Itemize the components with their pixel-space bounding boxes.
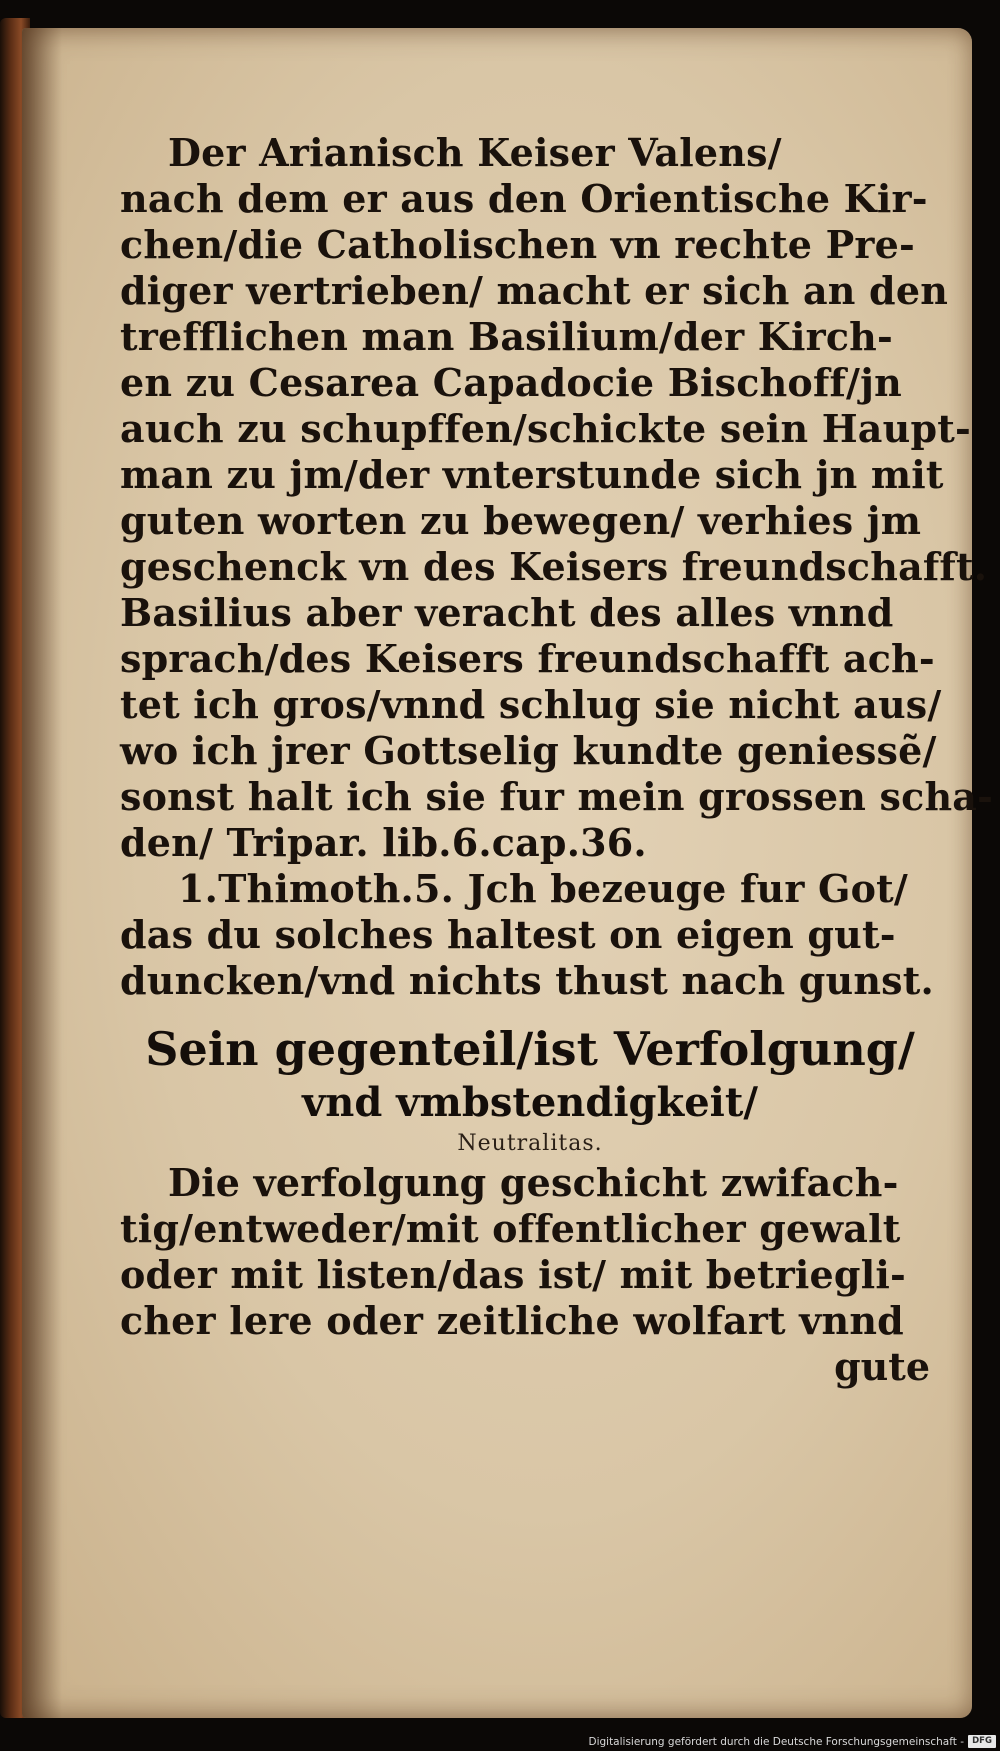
latin-label: Neutralitas. [457,1131,603,1156]
text-line: tig/entweder/mit offentlicher gewalt [120,1206,901,1251]
text-line: en zu Cesarea Capadocie Bischoff/jn [120,360,902,405]
text-line: Die verfolgung geschicht zwifach- [168,1160,899,1205]
text-line: das du solches haltest on eigen gut- [120,912,896,957]
text-line: trefflichen man Basilium/der Kirch- [120,314,893,359]
text-line: sonst halt ich sie fur mein grossen scha- [120,774,994,819]
section-subheading: vnd vmbstendigkeit/ [302,1079,758,1126]
text-line: diger vertrieben/ macht er sich an den [120,268,949,313]
text-line: oder mit listen/das ist/ mit betriegli- [120,1252,906,1297]
text-line: wo ich jrer Gottselig kundte geniessẽ/ [120,728,937,773]
text-line: sprach/des Keisers freundschafft ach- [120,636,935,681]
section-heading: Sein gegenteil/ist Verfolgung/ [145,1022,915,1076]
text-line: 1.Thimoth.5. Jch bezeuge fur Got/ [178,866,909,911]
page-gutter-shadow [22,28,62,1718]
text-line: Basilius aber veracht des alles vnnd [120,590,894,635]
text-line: auch zu schupffen/schickte sein Haupt- [120,406,971,451]
text-line: duncken/vnd nichts thust nach gunst. [120,958,934,1003]
text-line: den/ Tripar. lib.6.cap.36. [120,820,647,865]
text-line: tet ich gros/vnnd schlug sie nicht aus/ [120,682,942,727]
page-text [120,130,994,1390]
text-line: chen/die Catholischen vn rechte Pre- [120,222,915,267]
text-line: nach dem er aus den Orientische Kir- [120,176,928,221]
text-line: cher lere oder zeitliche wolfart vnnd [120,1298,904,1343]
text-line: Der Arianisch Keiser Valens/ [168,130,782,175]
text-line: geschenck vn des Keisers freundschafft. [120,544,988,589]
digitization-credit: Digitalisierung gefördert durch die Deutsche Forschungsgemeinschaft - [588,1736,964,1748]
dfg-logo-badge: DFG [968,1735,996,1748]
catchword: gute [834,1344,930,1389]
text-line: man zu jm/der vnterstunde sich jn mit [120,452,944,497]
text-line: guten worten zu bewegen/ verhies jm [120,498,922,543]
